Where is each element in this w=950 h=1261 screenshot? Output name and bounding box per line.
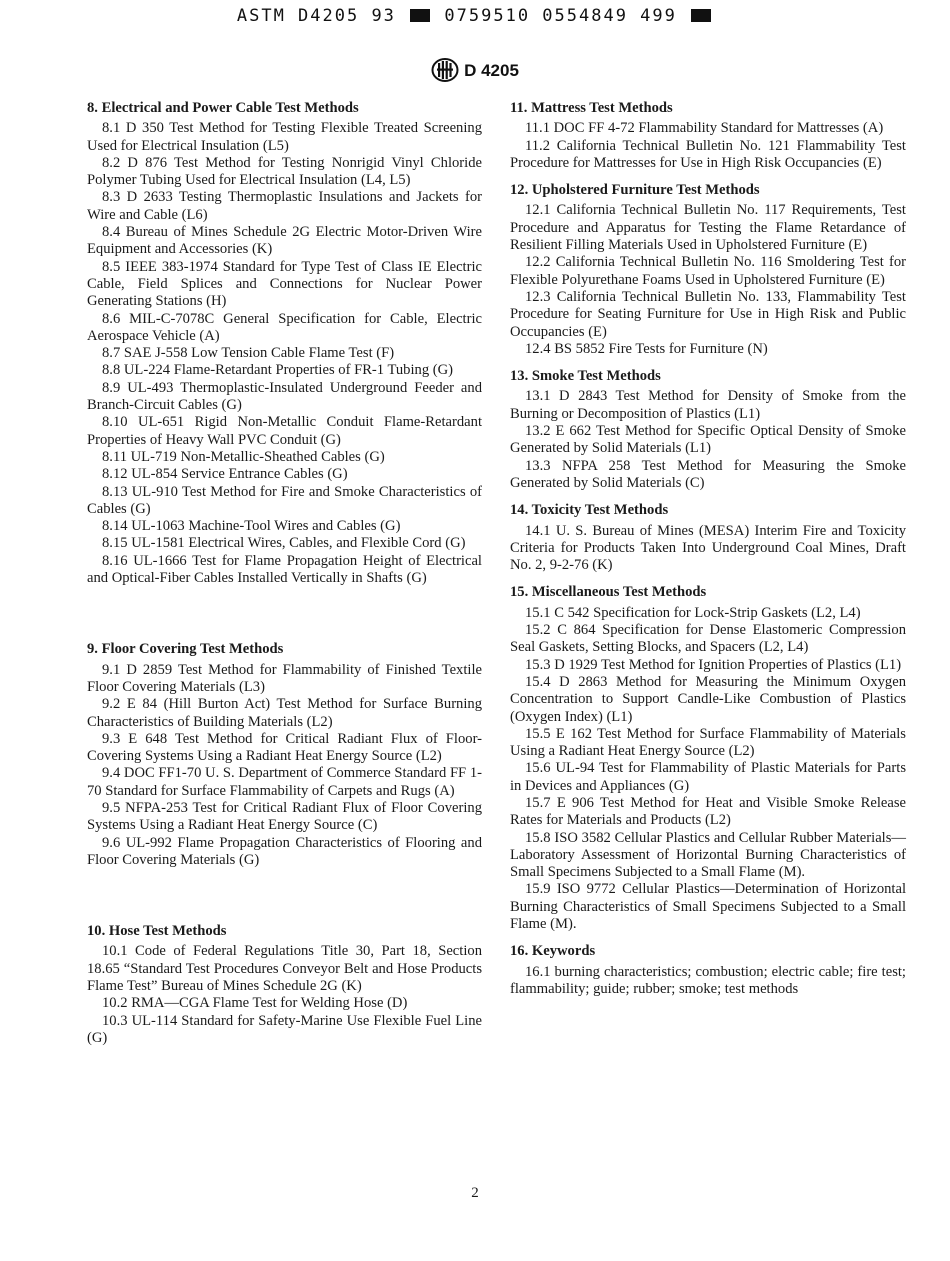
- section-item: 8.4 Bureau of Mines Schedule 2G Electric Motor-Driven Wire Equipment and Accessories (K): [87, 224, 482, 258]
- section-heading: 15. Miscellaneous Test Methods: [510, 584, 707, 601]
- section-heading: 10. Hose Test Methods: [87, 923, 227, 940]
- section-item: 10.2 RMA—CGA Flame Test for Welding Hose (D): [102, 995, 408, 1012]
- section-item: 10.1 Code of Federal Regulations Title 30, Part 18, Section 18.65 “Standard Test Procedures Conveyor Belt and Hose Products Flame Test” Bureau of Mines Schedule 2G (K): [87, 943, 482, 995]
- left-column: [87, 100, 482, 1057]
- section-item: 8.1 D 350 Test Method for Testing Flexible Treated Screening Used for Electrical Insulation (L5): [87, 120, 482, 154]
- section-item: 12.4 BS 5852 Fire Tests for Furniture (N): [525, 340, 768, 357]
- section-item: 8.8 UL-224 Flame-Retardant Properties of FR-1 Tubing (G): [102, 362, 454, 379]
- section-heading: 11. Mattress Test Methods: [510, 100, 673, 116]
- section-item: 15.2 C 864 Specification for Dense Elastomeric Compression Seal Gaskets, Setting Blocks, and Spacers (L2, L4): [510, 622, 906, 656]
- section-item: 13.1 D 2843 Test Method for Density of Smoke from the Burning or Decomposition of Plastics (L1): [510, 388, 906, 422]
- section: [510, 368, 906, 492]
- section-item: 11.1 DOC FF 4-72 Flammability Standard for Mattresses (A): [525, 120, 884, 137]
- section-item: 15.7 E 906 Test Method for Heat and Visible Smoke Release Rates for Materials and Products (L2): [510, 794, 906, 829]
- section-item: 8.3 D 2633 Testing Thermoplastic Insulations and Jackets for Wire and Cable (L6): [87, 189, 482, 223]
- section-item: 8.16 UL-1666 Test for Flame Propagation Height of Electrical and Optical-Fiber Cables Installed Vertically in Shafts (G): [87, 552, 482, 587]
- running-head: [0, 6, 950, 26]
- section-item: 8.13 UL-910 Test Method for Fire and Smoke Characteristics of Cables (G): [87, 483, 482, 517]
- section: [510, 584, 906, 933]
- section-item: 8.6 MIL-C-7078C General Specification for Cable, Electric Aerospace Vehicle (A): [87, 310, 482, 344]
- astm-logo-icon: [431, 58, 459, 82]
- section-item: 8.2 D 876 Test Method for Testing Nonrigid Vinyl Chloride Polymer Tubing Used for Electrical Insulation (L4, L5): [87, 154, 482, 189]
- section-item: 15.4 D 2863 Method for Measuring the Minimum Oxygen Concentration to Support Candle-Like Combustion of Plastics (Oxygen Index) (L1): [510, 673, 906, 725]
- document-header: [0, 58, 950, 82]
- section-item: 15.5 E 162 Test Method for Surface Flammability of Materials Using a Radiant Heat Energy Source (L2): [510, 725, 906, 760]
- section: [510, 182, 906, 358]
- running-head-prefix: ASTM D4205 93: [236, 6, 396, 26]
- section-item: 8.5 IEEE 383-1974 Standard for Type Test of Class IE Electric Cable, Field Splices and Connections for Nuclear Power Generating Stations (H): [87, 258, 482, 310]
- section-item: 9.5 NFPA-253 Test for Critical Radiant Flux of Floor Covering Systems Using a Radiant Heat Energy Source (C): [87, 799, 482, 834]
- section-item: 12.1 California Technical Bulletin No. 117 Requirements, Test Procedure and Apparatus for Testing the Flame Retardance of Resilient Filling Materials Used in Upholstered Furniture (E): [510, 202, 906, 254]
- designation: D 4205: [464, 61, 519, 80]
- right-column: [510, 100, 906, 1008]
- page-number: 2: [471, 1185, 479, 1201]
- section-item: 9.6 UL-992 Flame Propagation Characteristics of Flooring and Floor Covering Materials (G): [87, 834, 482, 868]
- section-item: 16.1 burning characteristics; combustion; electric cable; fire test; flammability; guide; rubber; smoke; test methods: [510, 963, 906, 997]
- section-item: 8.9 UL-493 Thermoplastic-Insulated Underground Feeder and Branch-Circuit Cables (G): [87, 379, 482, 414]
- section-item: 15.8 ISO 3582 Cellular Plastics and Cellular Rubber Materials—Laboratory Assessment of Horizontal Burning Characteristics of Small Specimens Subjected to a Small Flame (M).: [510, 829, 906, 881]
- section: [87, 923, 482, 1047]
- section-item: 12.2 California Technical Bulletin No. 116 Smoldering Test for Flexible Polyurethane Foams Used in Upholstered Furniture (E): [510, 254, 906, 288]
- section-heading: 16. Keywords: [510, 943, 596, 960]
- section: [87, 100, 482, 587]
- section: [510, 100, 906, 172]
- section-item: 9.1 D 2859 Test Method for Flammability of Finished Textile Floor Covering Materials (L3): [87, 661, 482, 695]
- section-item: 11.2 California Technical Bulletin No. 121 Flammability Test Procedure for Mattresses for Use in High Risk Occupancies (E): [510, 137, 906, 171]
- section-heading: 14. Toxicity Test Methods: [510, 502, 669, 519]
- section-heading: 8. Electrical and Power Cable Test Methods: [87, 100, 359, 116]
- section-item: 15.9 ISO 9772 Cellular Plastics—Determination of Horizontal Burning Characteristics of Small Specimens Subjected to a Small Flame (M).: [510, 881, 906, 933]
- barcode-block: [410, 9, 430, 22]
- section-heading: 13. Smoke Test Methods: [510, 368, 661, 385]
- section-item: 8.15 UL-1581 Electrical Wires, Cables, and Flexible Cord (G): [102, 535, 466, 552]
- section-item: 10.3 UL-114 Standard for Safety-Marine Use Flexible Fuel Line (G): [87, 1012, 482, 1046]
- section-item: 14.1 U. S. Bureau of Mines (MESA) Interim Fire and Toxicity Criteria for Products Taken Into Underground Coal Mines, Draft No. 2, 9-2-76 (K): [510, 522, 906, 574]
- running-head-codes: 0759510 0554849 499: [444, 6, 677, 26]
- section-item: 12.3 California Technical Bulletin No. 133, Flammability Test Procedure for Seating Furniture for Use in High Risk and Public Occupancies (E): [510, 288, 906, 340]
- section-item: 8.11 UL-719 Non-Metallic-Sheathed Cables (G): [102, 448, 385, 465]
- section-item: 8.7 SAE J-558 Low Tension Cable Flame Test (F): [102, 345, 395, 362]
- section-item: 13.2 E 662 Test Method for Specific Optical Density of Smoke Generated by Solid Materials (L1): [510, 423, 906, 457]
- section-item: 8.14 UL-1063 Machine-Tool Wires and Cables (G): [102, 518, 401, 535]
- section-item: 15.3 D 1929 Test Method for Ignition Properties of Plastics (L1): [525, 656, 902, 673]
- section-item: 8.10 UL-651 Rigid Non-Metallic Conduit Flame-Retardant Properties of Heavy Wall PVC Conduit (G): [87, 414, 482, 448]
- section-item: 15.1 C 542 Specification for Lock-Strip Gaskets (L2, L4): [525, 604, 861, 621]
- section-heading: 12. Upholstered Furniture Test Methods: [510, 182, 760, 199]
- section-item: 9.4 DOC FF1-70 U. S. Department of Commerce Standard FF 1-70 Standard for Surface Flammability of Carpets and Rugs (A): [87, 765, 482, 799]
- section: [510, 943, 906, 998]
- section-item: 8.12 UL-854 Service Entrance Cables (G): [102, 466, 348, 483]
- section: [87, 641, 482, 869]
- section-heading: 9. Floor Covering Test Methods: [87, 641, 284, 658]
- barcode-block: [691, 9, 711, 22]
- section-item: 13.3 NFPA 258 Test Method for Measuring the Smoke Generated by Solid Materials (C): [510, 457, 906, 491]
- section-item: 9.2 E 84 (Hill Burton Act) Test Method for Surface Burning Characteristics of Building Materials (L2): [87, 696, 482, 730]
- section: [510, 502, 906, 574]
- section-item: 15.6 UL-94 Test for Flammability of Plastic Materials for Parts in Devices and Appliances (G): [510, 760, 906, 794]
- section-item: 9.3 E 648 Test Method for Critical Radiant Flux of Floor-Covering Systems Using a Radiant Heat Energy Source (L2): [87, 730, 482, 765]
